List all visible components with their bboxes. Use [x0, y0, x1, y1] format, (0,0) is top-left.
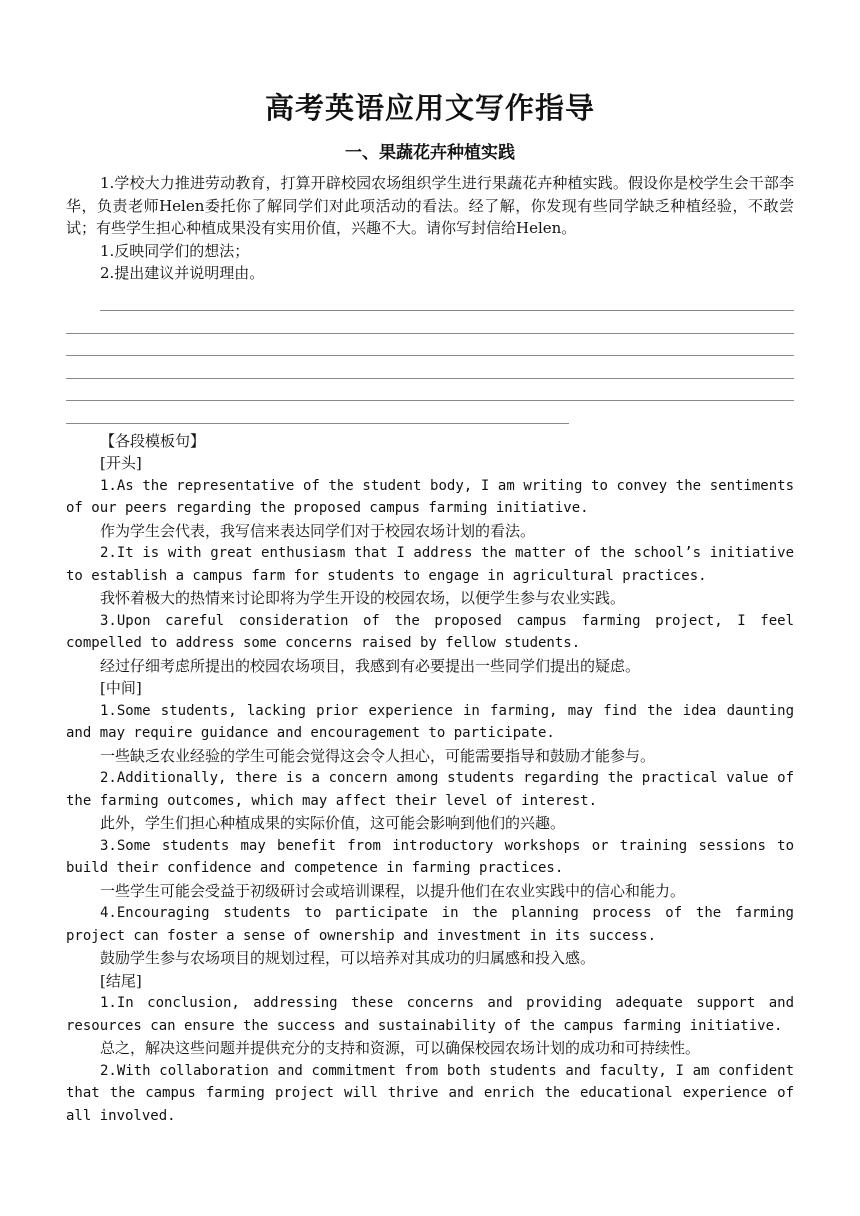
opening-sentence-en: 1.As the representative of the student body, I am writing to convey the sentiments of our peers regarding the proposed campus farming initiative. [66, 477, 794, 516]
writing-line [66, 379, 794, 402]
writing-line [66, 334, 794, 357]
writing-line [66, 401, 569, 424]
template-heading: 【各段模板句】 [100, 431, 206, 450]
ending-label: [结尾] [100, 971, 142, 990]
middle-sentence-zh: 一些缺乏农业经验的学生可能会觉得这会令人担心，可能需要指导和鼓励才能参与。 [100, 746, 656, 765]
writing-lines [66, 289, 794, 424]
opening-label: [开头] [100, 454, 142, 472]
opening-sentence-en: 3.Upon careful consideration of the proposed campus farming project, I feel compelled to address some concerns raised by fellow students. [66, 612, 794, 651]
document-page [66, 86, 794, 1127]
opening-sentence-zh: 作为学生会代表，我写信来表达同学们对于校园农场计划的看法。 [100, 521, 536, 540]
middle-sentence-en: 4.Encouraging students to participate in the planning process of the farming project can foster a sense of ownership and investment in its success. [66, 905, 794, 944]
middle-sentence-zh: 鼓励学生参与农场项目的规划过程，可以培养对其成功的归属感和投入感。 [100, 949, 596, 967]
middle-sentence-zh: 一些学生可能会受益于初级研讨会或培训课程，以提升他们在农业实践中的信心和能力。 [100, 881, 686, 900]
opening-sentence-zh: 经过仔细考虑所提出的校园农场项目，我感到有必要提出一些同学们提出的疑虑。 [100, 656, 641, 675]
task-prompt: 1.学校大力推进劳动教育，打算开辟校园农场组织学生进行果蔬花卉种植实践。假设你是校学生会干部李华，负责老师Helen委托你了解同学们对此项活动的看法。经了解，你发现有些同学缺乏种植经验，不敢尝试；有些学生担心种植成果没有实用价值，兴趣不大。请你写封信给Helen。 [66, 174, 794, 237]
ending-sentence-zh: 总之，解决这些问题并提供充分的支持和资源，可以确保校园农场计划的成功和可持续性。 [100, 1039, 701, 1057]
opening-sentence-en: 2.It is with great enthusiasm that I address the matter of the school’s initiative to establish a campus farm for students to engage in agricultural practices. [66, 545, 794, 584]
page-title: 高考英语应用文写作指导 [264, 91, 595, 125]
section-title: 一、果蔬花卉种植实践 [345, 143, 515, 163]
ending-sentence-en: 1.In conclusion, addressing these concerns and providing adequate support and resources can ensure the success and sustainability of the campus farming initiative. [66, 995, 794, 1034]
middle-label: [中间] [100, 679, 142, 697]
writing-line [66, 356, 794, 379]
task-point-2: 2.提出建议并说明理由。 [100, 264, 265, 282]
opening-sentence-zh: 我怀着极大的热情来讨论即将为学生开设的校园农场，以便学生参与农业实践。 [100, 589, 626, 607]
middle-sentence-en: 1.Some students, lacking prior experience in farming, may find the idea daunting and may require guidance and encouragement to participate. [66, 702, 794, 741]
ending-sentence-en: 2.With collaboration and commitment from both students and faculty, I am confident that the campus farming project will thrive and enrich the educational experience of all involved. [66, 1062, 794, 1124]
middle-sentence-zh: 此外，学生们担心种植成果的实际价值，这可能会影响到他们的兴趣。 [100, 814, 566, 832]
task-point-1: 1.反映同学们的想法； [100, 241, 250, 260]
middle-sentence-en: 3.Some students may benefit from introductory workshops or training sessions to build their confidence and competence in farming practices. [66, 837, 794, 876]
middle-sentence-en: 2.Additionally, there is a concern among students regarding the practical value of the farming outcomes, which may affect their level of interest. [66, 770, 794, 809]
writing-line [66, 311, 794, 334]
writing-line [100, 289, 794, 312]
